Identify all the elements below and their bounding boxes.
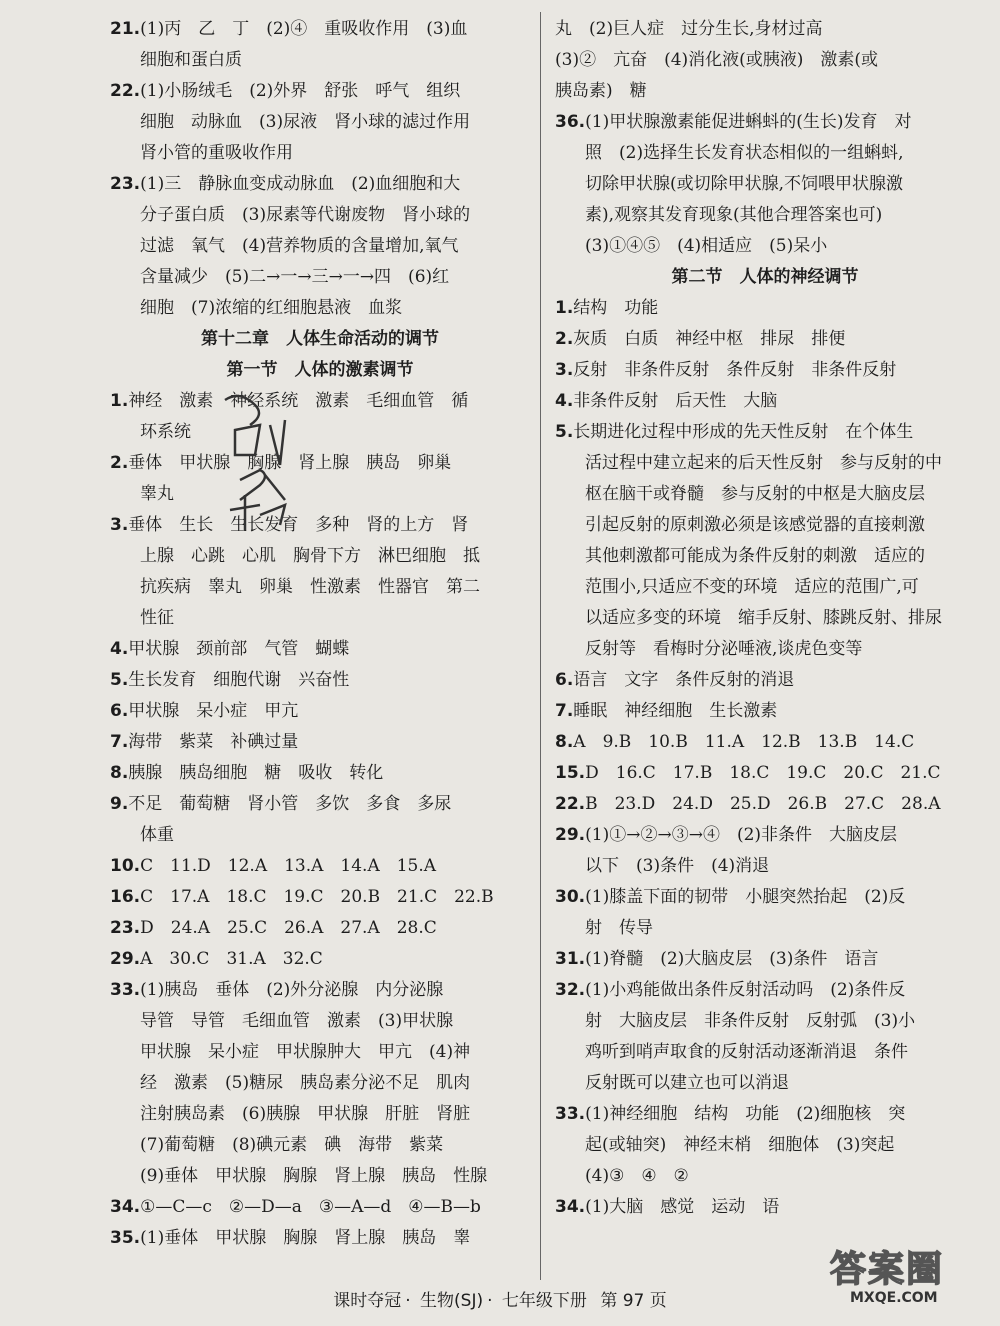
- answer-text: 上腺 心跳 心肌 胸骨下方 淋巴细胞 抵: [140, 546, 480, 566]
- answer-text: 细胞和蛋白质: [140, 50, 242, 70]
- answer-text: A 9.B 10.B 11.A 12.B 13.B 14.C: [573, 732, 915, 752]
- answer-line: [110, 45, 530, 76]
- question-number: 5.: [555, 422, 574, 442]
- answer-item: [110, 634, 530, 665]
- answer-item: [110, 169, 530, 324]
- answer-line: [110, 1223, 530, 1254]
- answer-text: 反射等 看梅时分泌唾液,谈虎色变等: [585, 639, 863, 659]
- answer-line: [110, 76, 530, 107]
- answer-text: (1)大脑 感觉 运动 语: [585, 1197, 780, 1217]
- answer-line: [110, 541, 530, 572]
- question-number: 36.: [555, 112, 586, 132]
- answer-line: [555, 696, 975, 727]
- answer-line: [555, 76, 975, 107]
- answer-text: 以适应多变的环境 缩手反射、膝跳反射、排尿: [585, 608, 942, 628]
- answer-text: 甲状腺 颈前部 气管 蝴蝶: [128, 639, 350, 659]
- answer-line: [110, 200, 530, 231]
- answer-text: 射 传导: [585, 918, 653, 938]
- answer-line: [555, 789, 975, 820]
- answer-line: [555, 107, 975, 138]
- question-number: 7.: [555, 701, 574, 721]
- answer-item: [110, 510, 530, 634]
- watermark-logo: [830, 1250, 990, 1320]
- answer-text: ①—C—c ②—D—a ③—A—d ④—B—b: [140, 1197, 481, 1217]
- answer-item: [555, 355, 975, 386]
- answer-text: 垂体 生长 生长发育 多种 肾的上方 肾: [128, 515, 469, 535]
- answer-line: [555, 293, 975, 324]
- answer-line: [555, 541, 975, 572]
- answer-item: [555, 758, 975, 789]
- watermark-url: MXQE.COM: [850, 1290, 938, 1306]
- question-number: 29.: [110, 949, 141, 969]
- answer-line: [555, 386, 975, 417]
- page-footer: 课时夺冠 · 生物(SJ) · 七年级下册 第 97 页: [333, 1291, 667, 1311]
- answer-line: [110, 820, 530, 851]
- answer-line: [110, 696, 530, 727]
- answer-text: D 16.C 17.B 18.C 19.C 20.C 21.C: [585, 763, 941, 783]
- question-number: 6.: [555, 670, 574, 690]
- answer-text: 丸 (2)巨人症 过分生长,身材过高: [555, 19, 823, 39]
- answer-text: 非条件反射 后天性 大脑: [573, 391, 778, 411]
- question-number: 22.: [555, 794, 586, 814]
- answer-line: [110, 913, 530, 944]
- answer-text: 体重: [140, 825, 174, 845]
- answer-line: [555, 820, 975, 851]
- answer-line: [110, 1006, 530, 1037]
- answer-text: (1)小肠绒毛 (2)外界 舒张 呼气 组织: [140, 81, 461, 101]
- answer-line: [110, 169, 530, 200]
- question-number: 33.: [555, 1104, 586, 1124]
- answer-line: [110, 1068, 530, 1099]
- question-number: 31.: [555, 949, 586, 969]
- answer-text: 抗疾病 睾丸 卵巢 性激素 性器官 第二: [140, 577, 480, 597]
- question-number: 2.: [110, 453, 129, 473]
- question-number: 4.: [110, 639, 129, 659]
- answer-item: [555, 696, 975, 727]
- section-heading: 第二节 人体的神经调节: [671, 267, 859, 287]
- answer-item: [110, 851, 530, 882]
- answer-line: [555, 1006, 975, 1037]
- answer-text: (1)神经细胞 结构 功能 (2)细胞核 突: [585, 1104, 906, 1124]
- question-number: 34.: [555, 1197, 586, 1217]
- answer-text: (9)垂体 甲状腺 胸腺 肾上腺 胰岛 性腺: [140, 1166, 488, 1186]
- answer-line: [555, 882, 975, 913]
- answer-text: 生长发育 细胞代谢 兴奋性: [128, 670, 350, 690]
- answer-text: (1)小鸡能做出条件反射活动吗 (2)条件反: [585, 980, 906, 1000]
- answer-item: [555, 14, 975, 107]
- column-divider: [540, 12, 541, 1280]
- answer-line: [110, 727, 530, 758]
- answer-line: [110, 417, 530, 448]
- answer-text: (3)①④⑤ (4)相适应 (5)呆小: [585, 236, 828, 256]
- answer-text: 神经 激素 神经系统 激素 毛细血管 循: [128, 391, 469, 411]
- left-column: [110, 14, 530, 1254]
- answer-text: 甲状腺 呆小症 甲亢: [128, 701, 299, 721]
- answer-line: [555, 634, 975, 665]
- footer-brand: 课时夺冠: [333, 1291, 402, 1311]
- answer-text: 语言 文字 条件反射的消退: [573, 670, 795, 690]
- answer-line: [110, 1192, 530, 1223]
- answer-line: [110, 386, 530, 417]
- answer-item: [110, 448, 530, 510]
- answer-text: 睾丸: [140, 484, 174, 504]
- answer-text: (7)葡萄糖 (8)碘元素 碘 海带 紫菜: [140, 1135, 444, 1155]
- question-number: 8.: [555, 732, 574, 752]
- answer-text: A 30.C 31.A 32.C: [140, 949, 323, 969]
- answer-text: (1)①→②→③→④ (2)非条件 大脑皮层: [585, 825, 898, 845]
- answer-line: [110, 1037, 530, 1068]
- answer-text: 经 激素 (5)糖尿 胰岛素分泌不足 肌肉: [140, 1073, 471, 1093]
- answer-item: [555, 386, 975, 417]
- answer-item: [555, 944, 975, 975]
- answer-line: [555, 138, 975, 169]
- answer-item: [555, 820, 975, 882]
- answer-text: 结构 功能: [573, 298, 659, 318]
- question-number: 21.: [110, 19, 141, 39]
- answer-text: C 11.D 12.A 13.A 14.A 15.A: [140, 856, 437, 876]
- answer-text: 性征: [140, 608, 174, 628]
- answer-line: [110, 138, 530, 169]
- answer-line: [555, 1161, 975, 1192]
- answer-text: (4)③ ④ ②: [585, 1166, 689, 1186]
- answer-item: [110, 913, 530, 944]
- answer-text: (1)膝盖下面的韧带 小腿突然抬起 (2)反: [585, 887, 906, 907]
- answer-item: [110, 76, 530, 169]
- question-number: 23.: [110, 918, 141, 938]
- answer-line: [110, 510, 530, 541]
- answer-text: 胰岛素) 糖: [555, 81, 647, 101]
- answer-text: 起(或轴突) 神经末梢 细胞体 (3)突起: [585, 1135, 895, 1155]
- answer-text: 枢在脑干或脊髓 参与反射的中枢是大脑皮层: [585, 484, 925, 504]
- answer-line: [555, 231, 975, 262]
- answer-text: (1)垂体 甲状腺 胸腺 肾上腺 胰岛 睾: [140, 1228, 471, 1248]
- question-number: 9.: [110, 794, 129, 814]
- answer-text: 导管 导管 毛细血管 激素 (3)甲状腺: [140, 1011, 454, 1031]
- question-number: 35.: [110, 1228, 141, 1248]
- answer-text: (3)② 亢奋 (4)消化液(或胰液) 激素(或: [555, 50, 879, 70]
- answer-line: [555, 975, 975, 1006]
- answer-text: 甲状腺 呆小症 甲状腺肿大 甲亢 (4)神: [140, 1042, 471, 1062]
- answer-line: [555, 479, 975, 510]
- answer-text: 其他刺激都可能成为条件反射的刺激 适应的: [585, 546, 925, 566]
- answer-text: 反射 非条件反射 条件反射 非条件反射: [573, 360, 897, 380]
- answer-item: [110, 1223, 530, 1254]
- answer-line: [555, 355, 975, 386]
- answer-line: [555, 727, 975, 758]
- question-number: 7.: [110, 732, 129, 752]
- answer-line: [555, 1037, 975, 1068]
- answer-text: 分子蛋白质 (3)尿素等代谢废物 肾小球的: [140, 205, 471, 225]
- question-number: 2.: [555, 329, 574, 349]
- answer-item: [555, 1099, 975, 1192]
- question-number: 5.: [110, 670, 129, 690]
- answer-line: [110, 479, 530, 510]
- answer-line: [555, 200, 975, 231]
- answer-line: [555, 665, 975, 696]
- answer-item: [110, 386, 530, 448]
- answer-text: 环系统: [140, 422, 191, 442]
- answer-item: [555, 975, 975, 1099]
- answer-text: 以下 (3)条件 (4)消退: [585, 856, 770, 876]
- answer-text: 切除甲状腺(或切除甲状腺,不饲喂甲状腺激: [585, 174, 904, 194]
- answer-line: [555, 851, 975, 882]
- answer-text: 鸡听到哨声取食的反射活动逐渐消退 条件: [585, 1042, 908, 1062]
- answer-line: [110, 107, 530, 138]
- answer-line: [555, 1068, 975, 1099]
- answer-text: 长期进化过程中形成的先天性反射 在个体生: [573, 422, 914, 442]
- answer-item: [555, 727, 975, 758]
- answer-item: [110, 882, 530, 913]
- answer-item: [555, 324, 975, 355]
- answer-line: [555, 324, 975, 355]
- question-number: 30.: [555, 887, 586, 907]
- answer-text: (1)胰岛 垂体 (2)外分泌腺 内分泌腺: [140, 980, 444, 1000]
- question-number: 1.: [110, 391, 129, 411]
- answer-text: 垂体 甲状腺 胸腺 肾上腺 胰岛 卵巢: [128, 453, 452, 473]
- answer-line: [555, 448, 975, 479]
- answer-line: [110, 634, 530, 665]
- answer-line: [555, 603, 975, 634]
- answer-line: [110, 1099, 530, 1130]
- answer-text: 过滤 氧气 (4)营养物质的含量增加,氧气: [140, 236, 459, 256]
- answer-text: D 24.A 25.C 26.A 27.A 28.C: [140, 918, 437, 938]
- answer-line: [555, 1192, 975, 1223]
- answer-line: [555, 758, 975, 789]
- answer-text: 灰质 白质 神经中枢 排尿 排便: [573, 329, 846, 349]
- footer-subject: 生物(SJ): [420, 1291, 484, 1311]
- answer-line: [110, 789, 530, 820]
- answer-item: [555, 293, 975, 324]
- answer-item: [110, 944, 530, 975]
- answer-line: [110, 14, 530, 45]
- question-number: 6.: [110, 701, 129, 721]
- question-number: 23.: [110, 174, 141, 194]
- question-number: 15.: [555, 763, 586, 783]
- answer-text: 睡眠 神经细胞 生长激素: [573, 701, 778, 721]
- answer-item: [110, 14, 530, 76]
- footer-page-number: 第 97 页: [600, 1291, 667, 1311]
- answer-line: [110, 944, 530, 975]
- answer-text: (1)丙 乙 丁 (2)④ 重吸收作用 (3)血: [140, 19, 468, 39]
- answer-line: [555, 417, 975, 448]
- answer-line: [110, 448, 530, 479]
- question-number: 3.: [555, 360, 574, 380]
- answer-line: [110, 1161, 530, 1192]
- answer-line: [555, 14, 975, 45]
- question-number: 4.: [555, 391, 574, 411]
- answer-item: [555, 417, 975, 665]
- answer-line: [555, 510, 975, 541]
- answer-text: 胰腺 胰岛细胞 糖 吸收 转化: [128, 763, 384, 783]
- answer-text: (1)甲状腺激素能促进蝌蚪的(生长)发育 对: [585, 112, 912, 132]
- answer-line: [110, 882, 530, 913]
- answer-text: 引起反射的原刺激必须是该感觉器的直接刺激: [585, 515, 925, 535]
- question-number: 32.: [555, 980, 586, 1000]
- answer-text: 活过程中建立起来的后天性反射 参与反射的中: [585, 453, 942, 473]
- question-number: 3.: [110, 515, 129, 535]
- answer-line: [555, 572, 975, 603]
- answer-line: [110, 262, 530, 293]
- answer-line: [110, 293, 530, 324]
- answer-line: [555, 45, 975, 76]
- answer-text: 含量减少 (5)二→一→三→一→四 (6)红: [140, 267, 450, 287]
- answer-text: 范围小,只适应不变的环境 适应的范围广,可: [585, 577, 919, 597]
- section-heading: 第十二章 人体生命活动的调节: [201, 329, 439, 349]
- answer-text: 注射胰岛素 (6)胰腺 甲状腺 肝脏 肾脏: [140, 1104, 471, 1124]
- answer-text: (1)脊髓 (2)大脑皮层 (3)条件 语言: [585, 949, 879, 969]
- answer-line: [110, 851, 530, 882]
- question-number: 1.: [555, 298, 574, 318]
- footer-grade: 七年级下册: [501, 1291, 587, 1311]
- right-column: [555, 14, 975, 1223]
- question-number: 16.: [110, 887, 141, 907]
- answer-line: [110, 665, 530, 696]
- answer-line: [110, 1130, 530, 1161]
- answer-item: [555, 1192, 975, 1223]
- answer-text: 细胞 (7)浓缩的红细胞悬液 血浆: [140, 298, 403, 318]
- answer-item: [555, 882, 975, 944]
- answer-item: [110, 696, 530, 727]
- answer-line: [110, 231, 530, 262]
- answer-text: 素),观察其发育现象(其他合理答案也可): [585, 205, 883, 225]
- answer-text: 肾小管的重吸收作用: [140, 143, 293, 163]
- answer-text: 反射既可以建立也可以消退: [585, 1073, 789, 1093]
- question-number: 34.: [110, 1197, 141, 1217]
- question-number: 22.: [110, 81, 141, 101]
- answer-item: [110, 1192, 530, 1223]
- answer-line: [110, 758, 530, 789]
- answer-text: 不足 葡萄糖 肾小管 多饮 多食 多尿: [128, 794, 452, 814]
- watermark-text: 答案圈: [830, 1249, 945, 1290]
- answer-line: [110, 572, 530, 603]
- answer-line: [555, 1130, 975, 1161]
- handwritten-scribble: [215, 385, 305, 535]
- answer-text: 海带 紫菜 补碘过量: [128, 732, 299, 752]
- question-number: 10.: [110, 856, 141, 876]
- answer-item: [110, 975, 530, 1192]
- question-number: 29.: [555, 825, 586, 845]
- answer-text: 细胞 动脉血 (3)尿液 肾小球的滤过作用: [140, 112, 471, 132]
- answer-item: [110, 789, 530, 851]
- answer-text: 射 大脑皮层 非条件反射 反射弧 (3)小: [585, 1011, 916, 1031]
- answer-line: [555, 913, 975, 944]
- answer-item: [110, 758, 530, 789]
- answer-item: [555, 789, 975, 820]
- answer-item: [555, 107, 975, 262]
- answer-text: C 17.A 18.C 19.C 20.B 21.C 22.B: [140, 887, 494, 907]
- answer-line: [110, 603, 530, 634]
- section-heading: 第一节 人体的激素调节: [226, 360, 414, 380]
- answer-text: (1)三 静脉血变成动脉血 (2)血细胞和大: [140, 174, 461, 194]
- question-number: 8.: [110, 763, 129, 783]
- answer-text: 照 (2)选择生长发育状态相似的一组蝌蚪,: [585, 143, 904, 163]
- answer-line: [110, 975, 530, 1006]
- answer-item: [110, 665, 530, 696]
- answer-item: [555, 665, 975, 696]
- question-number: 33.: [110, 980, 141, 1000]
- answer-line: [555, 169, 975, 200]
- answer-text: B 23.D 24.D 25.D 26.B 27.C 28.A: [585, 794, 941, 814]
- answer-line: [555, 944, 975, 975]
- answer-line: [555, 1099, 975, 1130]
- answer-item: [110, 727, 530, 758]
